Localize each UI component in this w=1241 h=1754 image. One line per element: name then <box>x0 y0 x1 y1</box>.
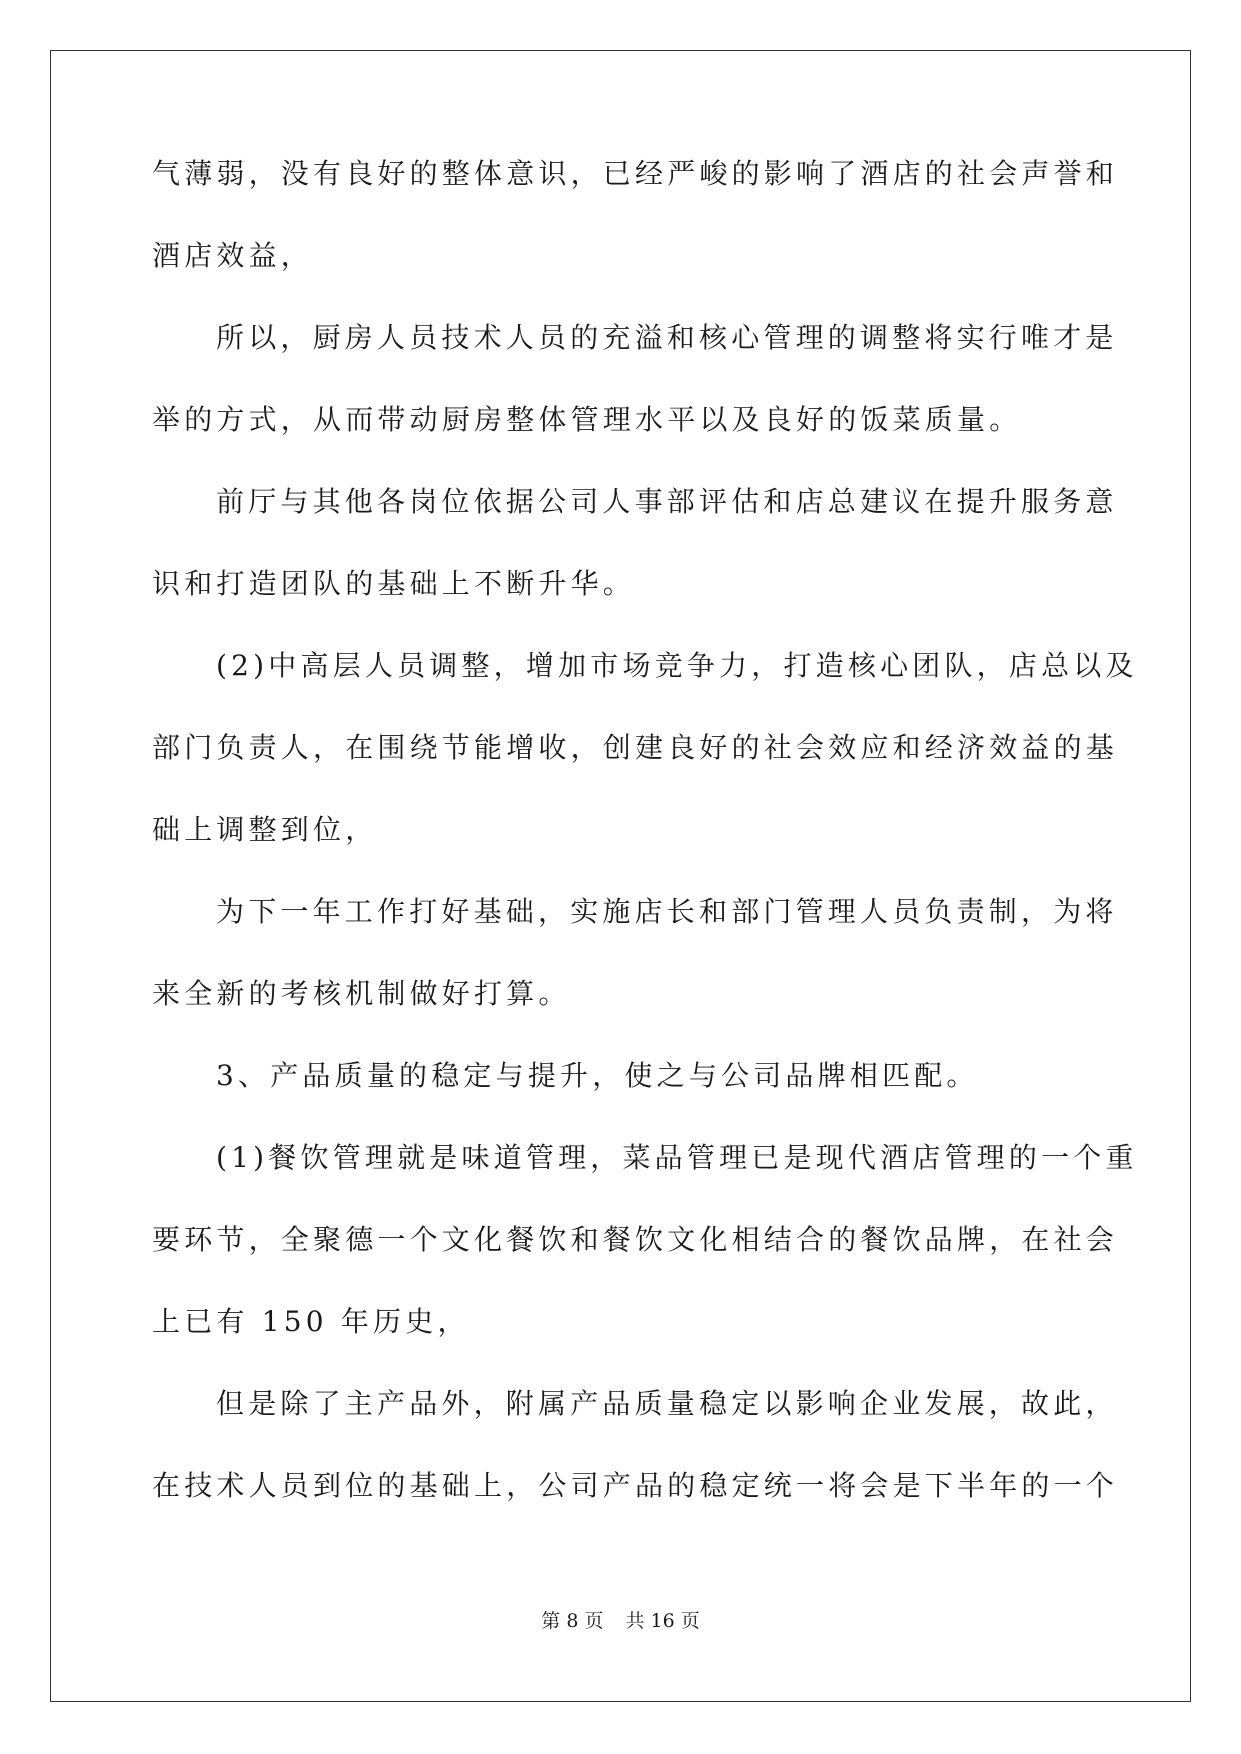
text-line-4: 举的方式，从而带动厨房整体管理水平以及良好的饭菜质量。 <box>152 403 1022 436</box>
text-line-1: 气薄弱，没有良好的整体意识，已经严峻的影响了酒店的社会声誉和 <box>152 157 1119 190</box>
text-line-12: 3、产品质量的稳定与提升，使之与公司品牌相匹配。 <box>216 1059 979 1092</box>
text-line-11: 来全新的考核机制做好打算。 <box>152 977 571 1010</box>
page-total: 共 16 页 <box>625 1610 700 1632</box>
text-line-2: 酒店效益， <box>152 239 314 272</box>
text-line-6: 识和打造团队的基础上不断升华。 <box>152 567 636 600</box>
text-line-8: 部门负责人，在围绕节能增收，创建良好的社会效应和经济效益的基 <box>152 731 1119 764</box>
text-line-9: 础上调整到位， <box>152 813 378 846</box>
text-line-14: 要环节，全聚德一个文化餐饮和餐饮文化相结合的餐饮品牌，在社会 <box>152 1223 1119 1256</box>
text-line-3: 所以，厨房人员技术人员的充溢和核心管理的调整将实行唯才是 <box>216 321 1118 354</box>
text-line-13: (1)餐饮管理就是味道管理，菜品管理已是现代酒店管理的一个重 <box>216 1141 1138 1174</box>
page-footer <box>0 1606 1241 1633</box>
text-line-10: 为下一年工作打好基础，实施店长和部门管理人员负责制，为将 <box>216 895 1118 928</box>
text-line-5: 前厅与其他各岗位依据公司人事部评估和店总建议在提升服务意 <box>216 485 1118 518</box>
page-number: 第 8 页 <box>541 1610 604 1632</box>
document-body <box>152 155 1138 1549</box>
text-line-16: 但是除了主产品外，附属产品质量稳定以影响企业发展，故此， <box>216 1387 1118 1420</box>
text-line-17: 在技术人员到位的基础上，公司产品的稳定统一将会是下半年的一个 <box>152 1469 1119 1502</box>
text-line-7: (2)中高层人员调整，增加市场竞争力，打造核心团队，店总以及 <box>216 649 1138 682</box>
text-line-15: 上已有 150 年历史， <box>152 1305 470 1338</box>
